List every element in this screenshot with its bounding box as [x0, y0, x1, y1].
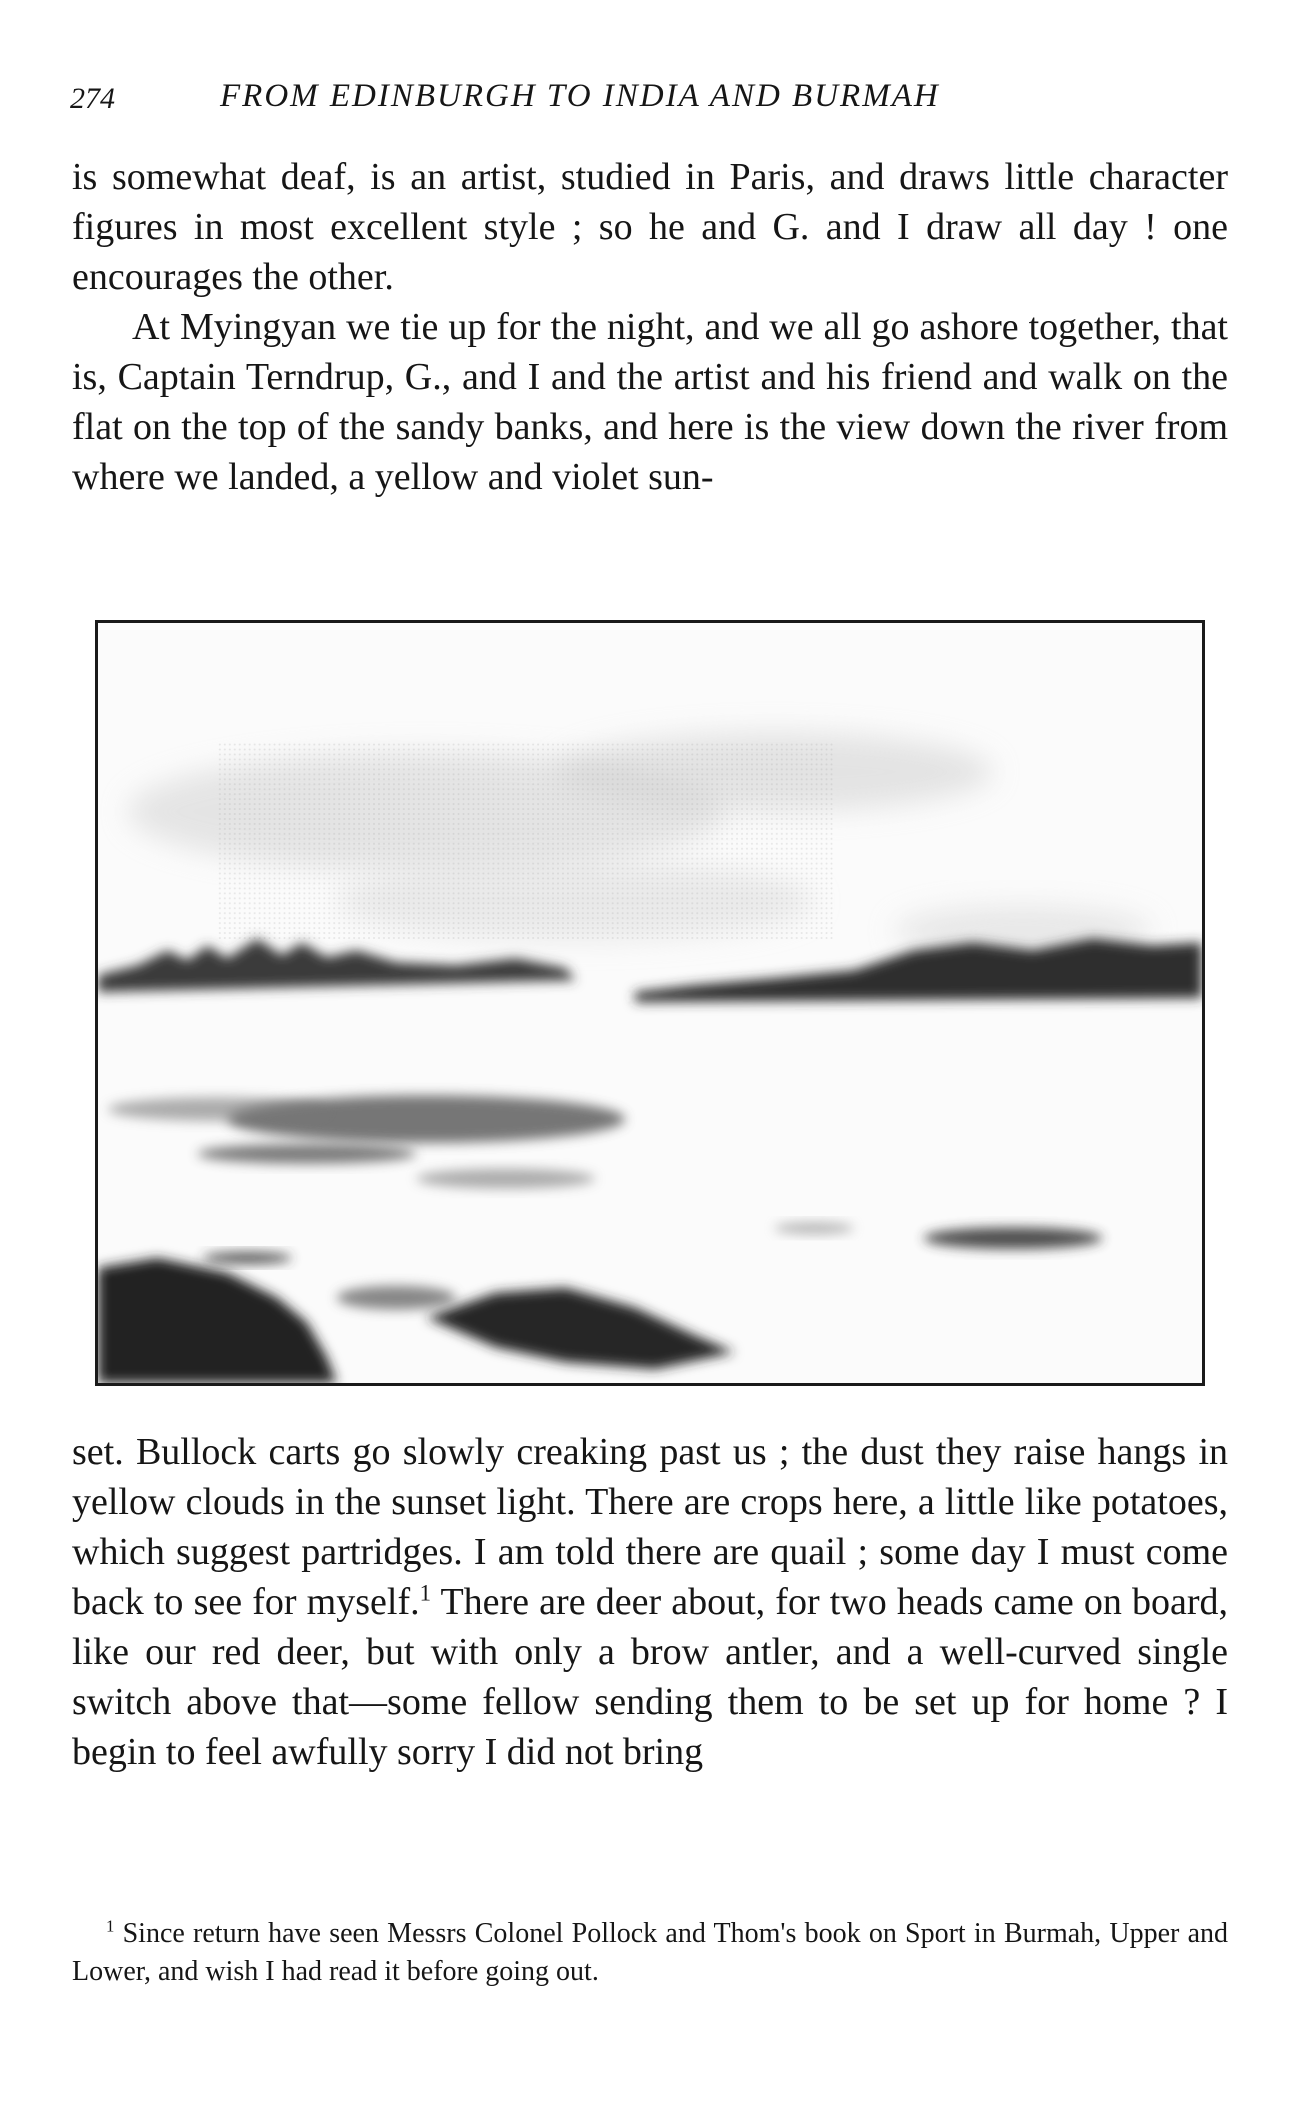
paragraph-myingyan: At Myingyan we tie up for the night, and we all go ashore together, that is, Captain Terndrup, G., and I and the artist and his friend and walk on the flat on the top of the sandy banks, and here is the view down the river from where we landed, a yellow and violet sun- — [72, 306, 1228, 498]
paragraph-sunset — [72, 1427, 1228, 1777]
page-header — [70, 78, 1230, 128]
river-view-image — [98, 623, 1202, 1383]
footnote-paragraph — [72, 1915, 1228, 1991]
body-text-bottom — [72, 1427, 1228, 1777]
running-head: FROM EDINBURGH TO INDIA AND BURMAH — [220, 78, 940, 114]
paragraph-sunset-text: set. Bullock carts go slowly creaking past us ; the dust they raise hangs in yellow clouds in the sunset light. There are crops here, a little like potatoes, which suggest partridges. I am told there are quail ; some day I must come back to see for myself. — [72, 1431, 1228, 1623]
footnote-reference: 1 — [419, 1580, 431, 1606]
footnote — [72, 1915, 1228, 1991]
paragraph-sunset-continued: There are deer about, for two heads came on board, like our red deer, but with only a brow antler, and a well-curved single switch above that—some fellow sending them to be set up for home ? I begin to feel awfully sorry I did not bring — [72, 1581, 1228, 1773]
river-sunset-illustration — [95, 620, 1205, 1386]
page-number: 274 — [70, 82, 115, 115]
body-text-top — [72, 152, 1228, 502]
footnote-marker: 1 — [106, 1916, 115, 1936]
paragraph-continuation: is somewhat deaf, is an artist, studied in Paris, and draws little character figures in most excellent style ; so he and G. and I draw all day ! one encourages the other. — [72, 156, 1228, 298]
footnote-text: Since return have seen Messrs Colonel Pollock and Thom's book on Sport in Burmah, Upper and Lower, and wish I had read it before going out. — [72, 1918, 1228, 1987]
